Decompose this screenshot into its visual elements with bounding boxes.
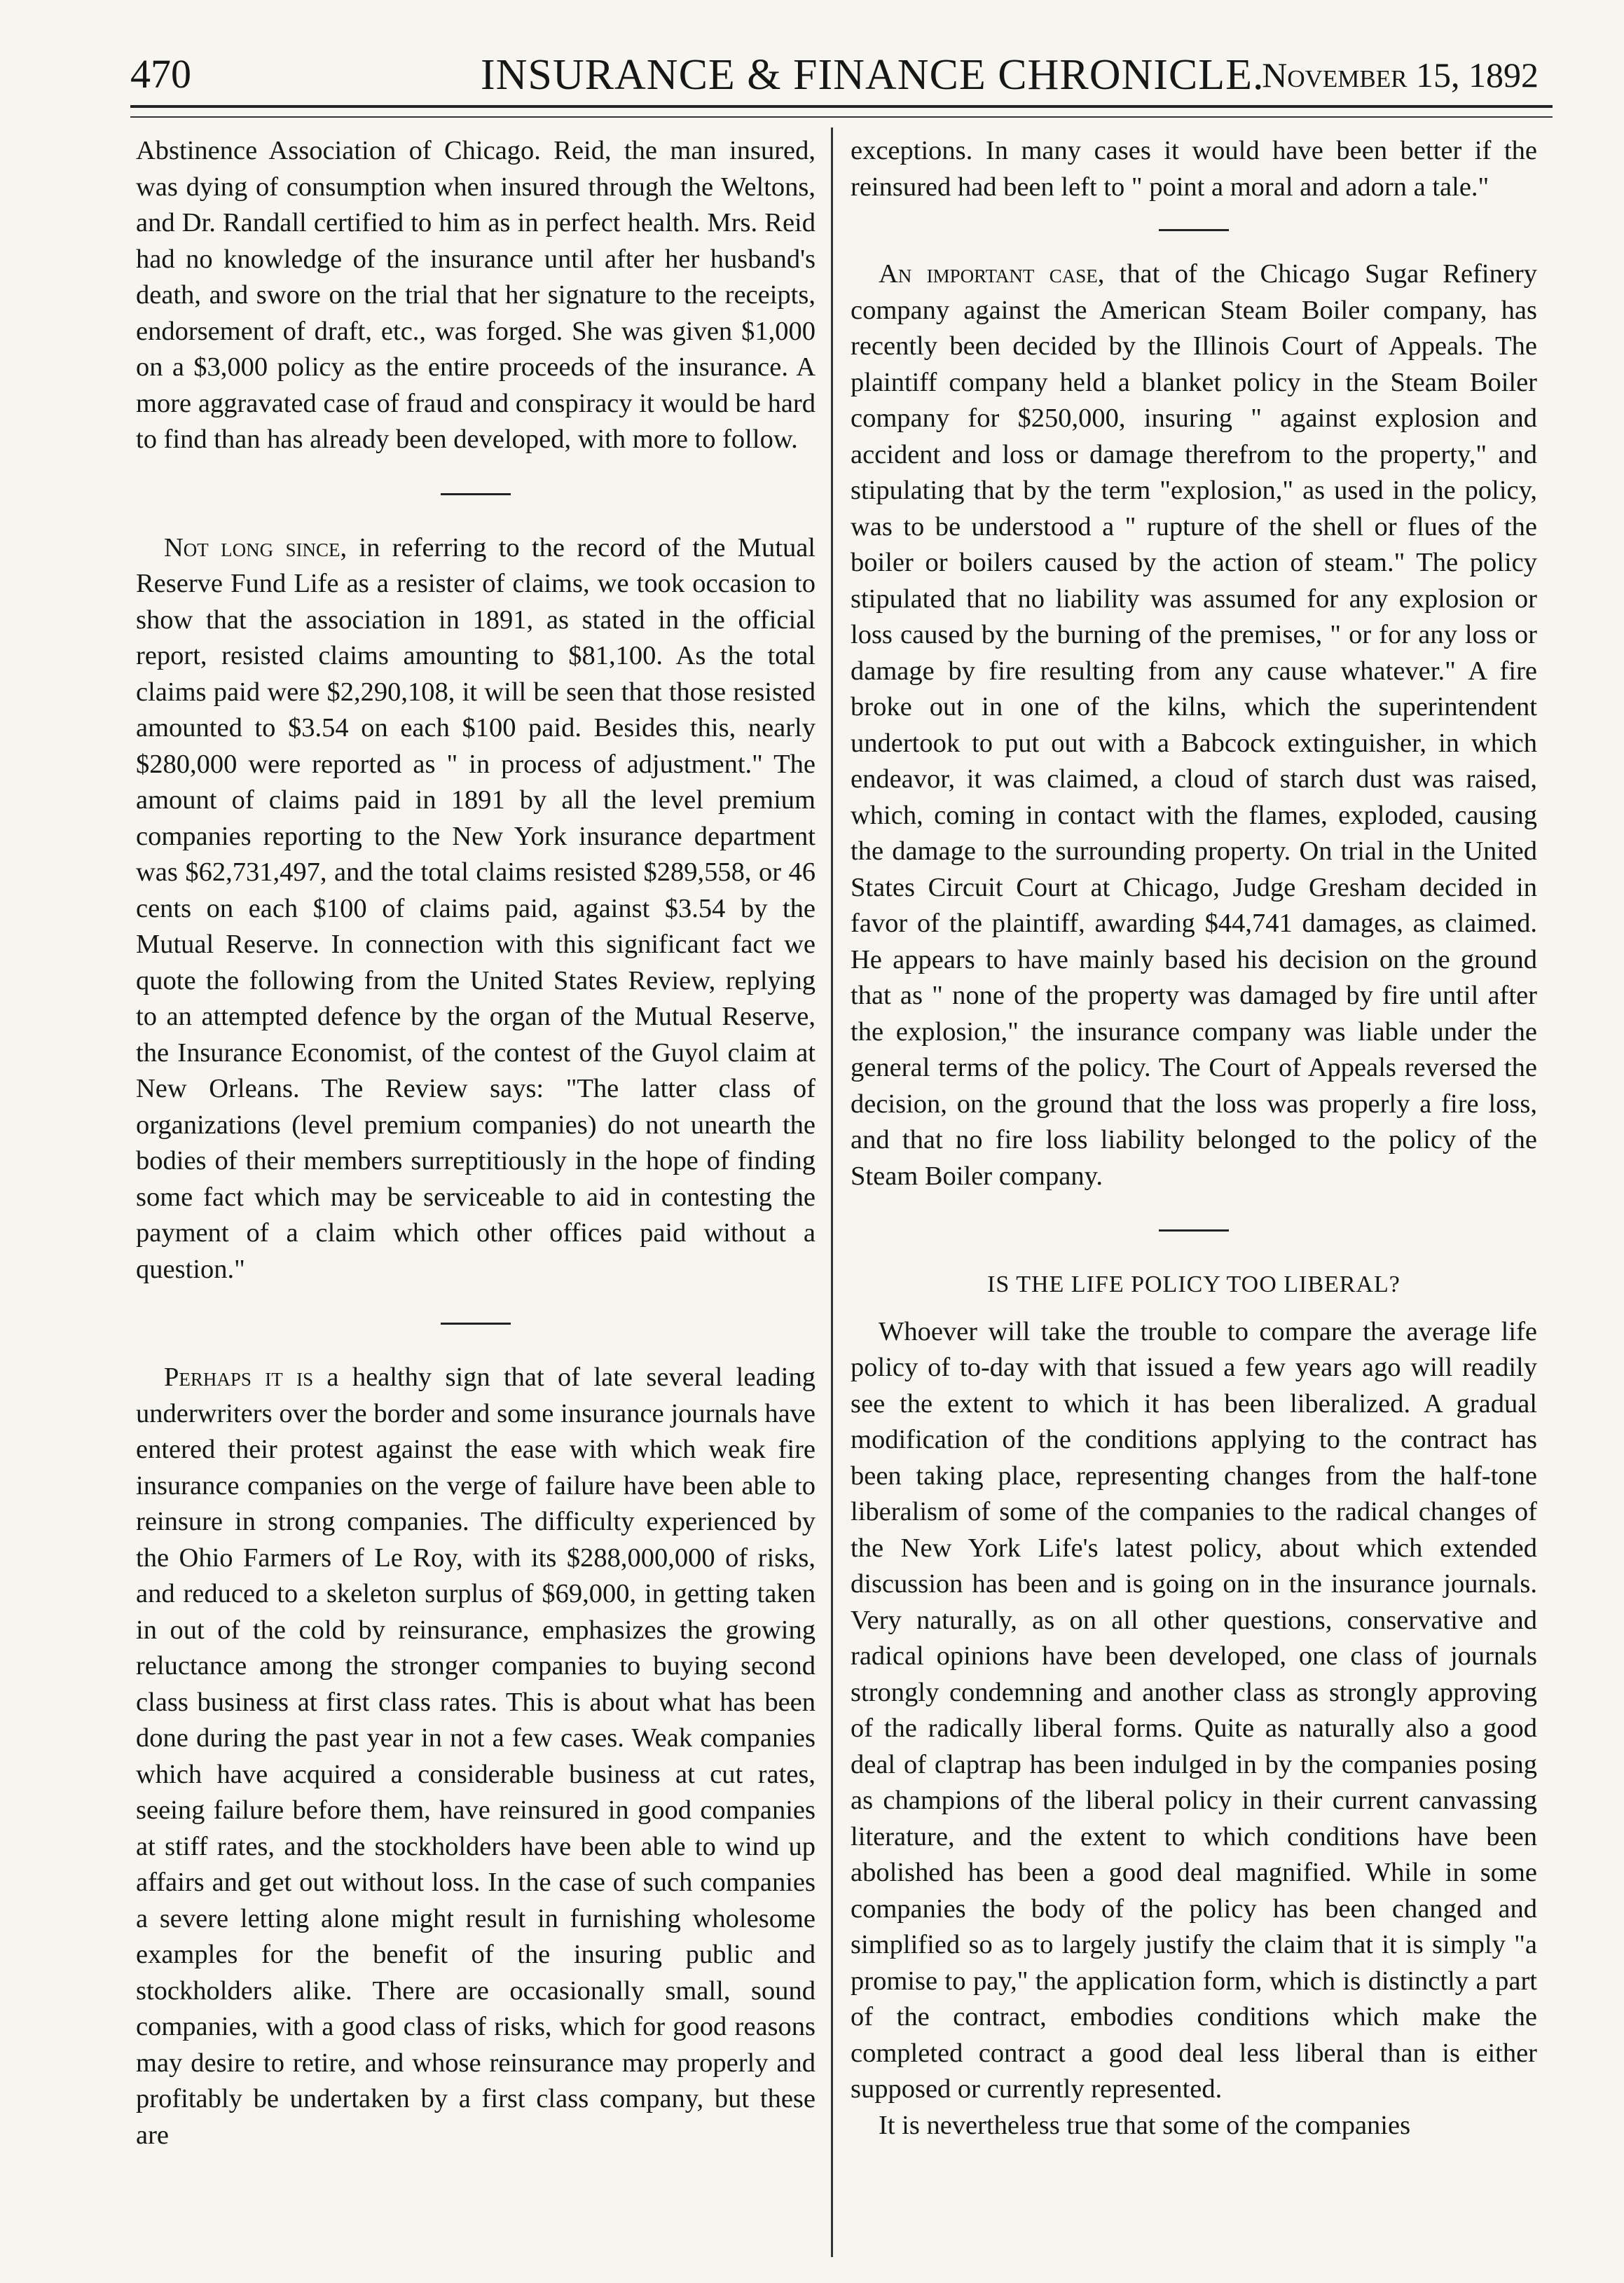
page-header xyxy=(130,50,1539,99)
masthead-title: INSURANCE & FINANCE CHRONICLE. xyxy=(481,51,1265,99)
section-divider xyxy=(441,1323,511,1325)
article-reinsurance xyxy=(136,1360,816,2153)
article-continuation: Abstinence Association of Chicago. Reid, the man insured, was dying of consumption when insured through the Weltons, and Dr. Randall certified to him as in perfect health. Mrs. Reid had no knowledge of the insurance until after her husband's death, and swore on the trial that her signature to the receipts, endorsement of draft, etc., was forged. She was given $1,000 on a $3,000 policy as the entire proceeds of the insurance. A more aggravated case of fraud and conspiracy it would be hard to find than has already been developed, with more to follow. xyxy=(136,136,816,454)
right-column xyxy=(851,133,1537,2144)
article-body: that of the Chicago Sugar Refinery company against the American Steam Boiler company, has recently been decided by the Illinois Court of Appeals. The plaintiff company held a blanket policy in the Steam Boiler company for $250,000, insuring " against explosion and accident and loss or damage therefrom to the property," and stipulating that by the term "explosion," as used in the policy, was to be understood a " rupture of the shell or flues of the boiler or boilers caused by the action of steam." The policy stipulated that no liability was assumed for any explosion or loss caused by the burning of the premises, " or for any loss or damage by fire resulting from any cause whatever." A fire broke out in one of the kilns, which the superintendent undertook to put out with a Babcock extinguisher, in which endeavor, it was claimed, a cloud of starch dust was raised, which, coming in contact with the flames, exploded, causing the damage to the surrounding property. On trial in the United States Circuit Court at Chicago, Judge Gresham decided in favor of the plaintiff, awarding $44,741 damages, as claimed. He appears to have mainly based his decision on the ground that as " none of the property was damaged by fire until after the explosion," the insurance company was liable under the general terms of the policy. The Court of Appeals reversed the decision, on the ground that the loss was properly a fire loss, and that no fire loss liability belonged to the policy of the Steam Boiler company. xyxy=(851,259,1538,1191)
section-divider xyxy=(1159,229,1229,231)
article-life-policy: Whoever will take the trouble to compare the average life policy of to-day with that issued a few years ago will readily see the extent to which it has been liberalized. A gradual modification of the conditions applying to the contract has been taking place, representing changes from the half-tone liberalism of some of the companies to the radical changes of the New York Life's latest policy, about which extended discussion has been and is going on in the insurance journals. Very naturally, as on all other questions, conservative and radical opinions have been developed, one class of journals strongly condemning and another class as strongly approving of the radically liberal forms. Quite as naturally also a good deal of claptrap has been indulged in by the companies posing as champions of the liberal policy in their current canvassing literature, and the extent to which conditions have been abolished has been a good deal magnified. While in some companies the body of the policy has been changed and simplified so as to largely justify the claim that it is simply "a promise to pay," the application form, which is distinctly a part of the contract, embodies conditions which make the completed contract a good deal less liberal than is either supposed or currently represented. xyxy=(851,1316,1537,2104)
header-rule-thin xyxy=(130,116,1553,118)
issue-date: November 15, 1892 xyxy=(1262,55,1539,95)
page-number: 470 xyxy=(130,51,191,97)
left-column xyxy=(136,133,816,2153)
column-separator xyxy=(831,127,833,2257)
section-divider xyxy=(441,493,511,495)
lead-in: Perhaps it is xyxy=(164,1363,314,1392)
article-continuation: exceptions. In many cases it would have been better if the reinsured had been left to " point a moral and adorn a tale." xyxy=(851,136,1537,202)
article-body: in referring to the record of the Mutual Reserve Fund Life as a resister of claims, we took occasion to show that the association in 1891, as stated in the official report, resisted claims amounting to $81,100. As the total claims paid were $2,290,108, it will be seen that those resisted amounted to $3.54 on each $100 paid. Besides this, nearly $280,000 were reported as " in process of adjustment." The amount of claims paid in 1891 by all the level premium companies reporting to the New York insurance department was $62,731,497, and the total claims resisted $289,558, or 46 cents on each $100 of claims paid, against $3.54 by the Mutual Reserve. In connection with this significant fact we quote the following from the United States Review, replying to an attempted defence by the organ of the Mutual Reserve, the Insurance Economist, of the contest of the Guyol claim at New Orleans. The Review says: "The latter class of organizations (level premium companies) do not unearth the bodies of their members surreptitiously in the hope of finding some fact which may be serviceable to aid in contesting the payment of a claim which other offices paid without a question." xyxy=(136,532,816,1284)
article-body: a healthy sign that of late several leading underwriters over the border and some insurance journals have entered their protest against the ease with which weak fire insurance companies on the verge of failure have been able to reinsure in strong companies. The difficulty experienced by the Ohio Farmers of Le Roy, with its $288,000,000 of risks, and reduced to a skeleton surplus of $69,000, in getting taken in out of the cold by reinsurance, emphasizes the growing reluctance among the stronger companies to buying second class business at first class rates. This is about what has been done during the past year in not a few cases. Weak companies which have acquired a considerable business at cut rates, seeing failure before them, have reinsured in good companies at stiff rates, and the stockholders have been able to wind up affairs and get out without loss. In the case of such companies a severe letting alone might result in furnishing wholesome examples for the benefit of the insuring public and stockholders alike. There are occasionally small, sound companies, with a good class of risks, which for good reasons may desire to retire, and whose reinsurance may properly and profitably be undertaken by a first class company, but these are xyxy=(136,1363,816,2150)
header-rule xyxy=(130,105,1553,108)
section-divider xyxy=(1159,1229,1229,1232)
article-heading: IS THE LIFE POLICY TOO LIBERAL? xyxy=(987,1271,1401,1297)
lead-in: An important case, xyxy=(879,259,1105,289)
lead-in: Not long since, xyxy=(164,532,347,563)
article-steam-boiler xyxy=(851,256,1537,1194)
article-life-policy-continued: It is nevertheless true that some of the companies xyxy=(879,2110,1411,2140)
article-mutual-reserve xyxy=(136,530,816,1288)
